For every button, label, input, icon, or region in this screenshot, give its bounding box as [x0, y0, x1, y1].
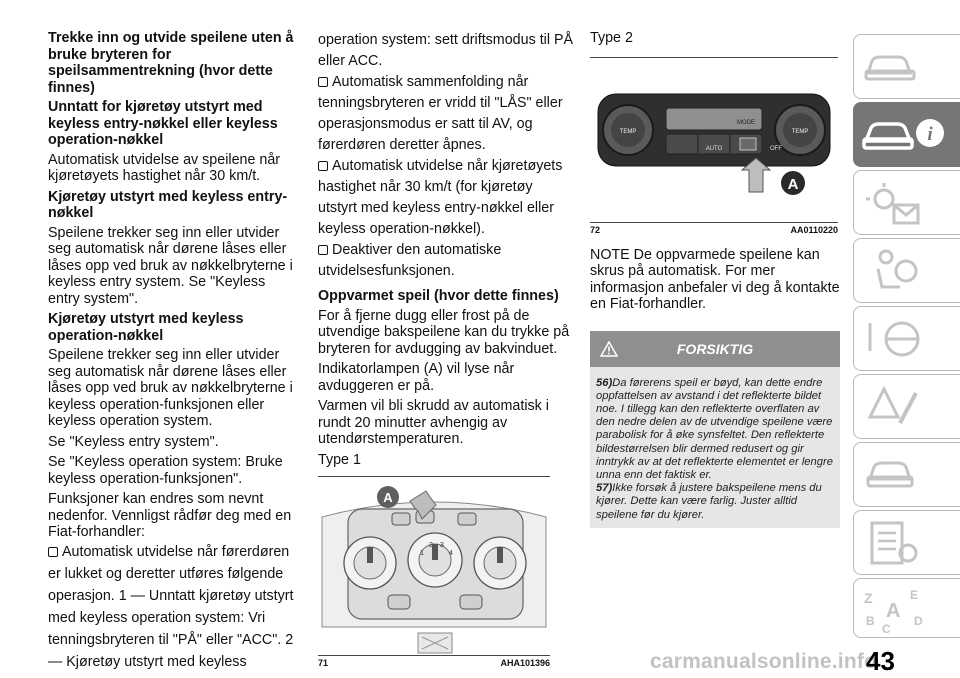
- bullet-item: Deaktiver den automatiske utvidelsesfunksjonen.: [318, 242, 502, 279]
- figure-72-code: AA0110220: [790, 224, 838, 235]
- heading-keyless-entry: Kjøretøy utstyrt med keyless entry-nøkkel: [48, 188, 288, 221]
- steering-wheel-icon: [864, 315, 924, 365]
- paragraph: Speilene trekker seg inn eller utvider seg automatisk når dørene låses eller låses opp ved bruk av nøkkelbryterne i keyless operation-funksjonen eller keyless operation system.: [48, 347, 293, 429]
- bullet-box-icon: [48, 547, 58, 557]
- airbag-seat-icon: [864, 247, 924, 297]
- warning-triangle-icon: [600, 341, 618, 357]
- column-3: [590, 30, 840, 528]
- figure-71-callout-a: A: [383, 490, 393, 505]
- type-1-label: Type 1: [318, 451, 361, 468]
- warning-number: 56): [596, 376, 613, 389]
- sidebar-tab-specifications[interactable]: [853, 510, 960, 575]
- panel-label: TEMP: [619, 128, 637, 135]
- figure-71-code: AHA101396: [500, 658, 550, 668]
- knob-number: 4: [449, 550, 453, 557]
- figure-72-callout-a: A: [787, 175, 799, 193]
- warning-lights-icon: [864, 179, 924, 229]
- heading-except-keyless: Unntatt for kjøretøy utstyrt med keyless entry-nøkkel eller keyless operation-nøkkel: [48, 99, 278, 148]
- breakdown-wrench-icon: [864, 383, 924, 433]
- sidebar-tab-steering-wheel[interactable]: [853, 306, 960, 371]
- car-service-icon: [864, 451, 924, 501]
- bullet-box-icon: [318, 245, 328, 255]
- sidebar-tab-airbag-seat[interactable]: [853, 238, 960, 303]
- svg-text:C: C: [882, 622, 891, 635]
- warning-body: [590, 367, 840, 522]
- paragraph: Funksjoner kan endres som nevnt nedenfor. Vennligst rådfør deg med en Fiat-forhandler:: [48, 491, 292, 540]
- heading-keyless-operation: Kjøretøy utstyrt med keyless operation-nøkkel: [48, 311, 244, 344]
- svg-text:A: A: [886, 600, 901, 622]
- panel-label: MODE: [737, 119, 755, 126]
- page-number: 43: [866, 646, 895, 676]
- svg-text:Z: Z: [864, 590, 873, 606]
- paragraph: Indikatorlampen (A) vil lyse når avduggeren er på.: [318, 361, 515, 394]
- warning-text: Da førerens speil er bøyd, kan dette endre oppfattelsen av avstand i det reflekterte bildet noe. I tillegg kan den reflekterte overflaten av den nedre delen av de utvendige speilene være parabolisk for å øke synsfeltet. Den reflekterte bildestørrelsen blir dermed redusert og gir inntrykk av at det reflekterte elementet er lengre unna enn det faktisk er.: [596, 376, 833, 481]
- paragraph: Automatisk utvidelse av speilene når kjøretøyets hastighet når 30 km/t.: [48, 151, 281, 184]
- figure-71-number: 71: [318, 658, 329, 668]
- sidebar-tab-warning-lights[interactable]: [853, 170, 960, 235]
- panel-label: TEMP: [791, 128, 809, 135]
- bullet-item: Automatisk utvidelse når kjøretøyets hastighet når 30 km/t (for kjøretøy utstyrt med keyless entry-nøkkel eller keyless operation-nøkkel).: [318, 158, 563, 237]
- figure-72-climate-panel: [590, 57, 838, 223]
- paragraph: operation system: sett driftsmodus til PÅ eller ACC.: [318, 32, 574, 69]
- specifications-list-icon: [864, 519, 924, 569]
- figure-72-number: 72: [590, 224, 601, 235]
- figure-72-caption: [590, 223, 838, 235]
- paragraph: For å fjerne dugg eller frost på de utvendige bakspeilene kan du trykke på bryteren for avdugging av bakvinduet.: [318, 307, 570, 357]
- svg-text:B: B: [866, 614, 875, 628]
- warning-header: [590, 331, 840, 367]
- column-1: [48, 30, 300, 677]
- bullet-box-icon: [318, 161, 328, 171]
- warning-box: [590, 331, 840, 528]
- warning-item: [596, 377, 834, 483]
- warning-number: 57): [596, 482, 613, 495]
- figure-71-climate-panel: [318, 476, 550, 656]
- column-2: [318, 30, 574, 668]
- index-alphabet-icon: [860, 583, 930, 635]
- panel-label: OFF: [770, 145, 782, 152]
- sidebar-tab-car-info[interactable]: [853, 102, 960, 167]
- climate-panel-type1-illustration: [318, 477, 550, 655]
- panel-label: AUTO: [705, 145, 723, 152]
- svg-text:i: i: [927, 124, 933, 145]
- bullet-item: Automatisk utvidelse når førerdøren er lukket og deretter utføres følgende operasjon. 1 — Unntatt kjøretøy utstyrt med keyless operation system: Vri tenningsbryteren til "PÅ" eller "ACC". 2 — Kjøretøy utstyrt med keyless: [48, 543, 294, 670]
- car-info-icon: [862, 113, 950, 157]
- warning-title: FORSIKTIG: [676, 340, 754, 357]
- svg-text:E: E: [910, 588, 919, 602]
- paragraph: Varmen vil bli skrudd av automatisk i rundt 20 minutter avhengig av utendørstemperaturen.: [318, 398, 549, 447]
- warning-text: Ikke forsøk å justere bakspeilene mens du kjører. Dette kan være farlig. Juster alltid speilene før du kjører.: [596, 482, 822, 521]
- sidebar-tab-index[interactable]: [853, 578, 960, 638]
- sidebar-tab-breakdown[interactable]: [853, 374, 960, 439]
- car-body-icon: [862, 47, 918, 87]
- svg-text:D: D: [914, 614, 923, 628]
- paragraph: Se "Keyless operation system: Bruke keyless operation-funksjonen".: [48, 454, 283, 487]
- bullet-item: Automatisk sammenfolding når tenningsbryteren er vridd til "LÅS" eller operasjonsmodus er satt til AV, og førerdøren deretter åpnes.: [318, 74, 563, 153]
- paragraph: Speilene trekker seg inn eller utvider seg automatisk når dørene låses eller låses opp ved bruk av nøkkelbryterne i keyless entry system. Se "Keyless entry system".: [48, 224, 293, 307]
- figure-71-caption: [318, 656, 550, 668]
- sidebar-tab-car-body[interactable]: [853, 34, 960, 99]
- knob-number: 2: [429, 542, 433, 549]
- heading-retract-mirrors: Trekke inn og utvide speilene uten å bruke bryteren for speilsammentrekning (hvor dette finnes): [48, 30, 294, 96]
- sidebar-tab-car-service[interactable]: [853, 442, 960, 507]
- warning-item: [596, 482, 834, 522]
- type-2-label: Type 2: [590, 30, 633, 46]
- climate-panel-type2-illustration: [590, 58, 838, 222]
- heading-heated-mirror: Oppvarmet speil (hvor dette finnes): [318, 288, 559, 304]
- knob-number: 3: [440, 542, 444, 549]
- knob-number: 1: [420, 550, 424, 557]
- watermark: carmanualsonline.info: [650, 650, 878, 673]
- paragraph: Se "Keyless entry system".: [48, 433, 219, 450]
- note-paragraph: NOTE De oppvarmede speilene kan skrus på automatisk. For mer informasjon anbefaler vi deg å kontakte en Fiat-forhandler.: [590, 246, 840, 312]
- bullet-box-icon: [318, 77, 328, 87]
